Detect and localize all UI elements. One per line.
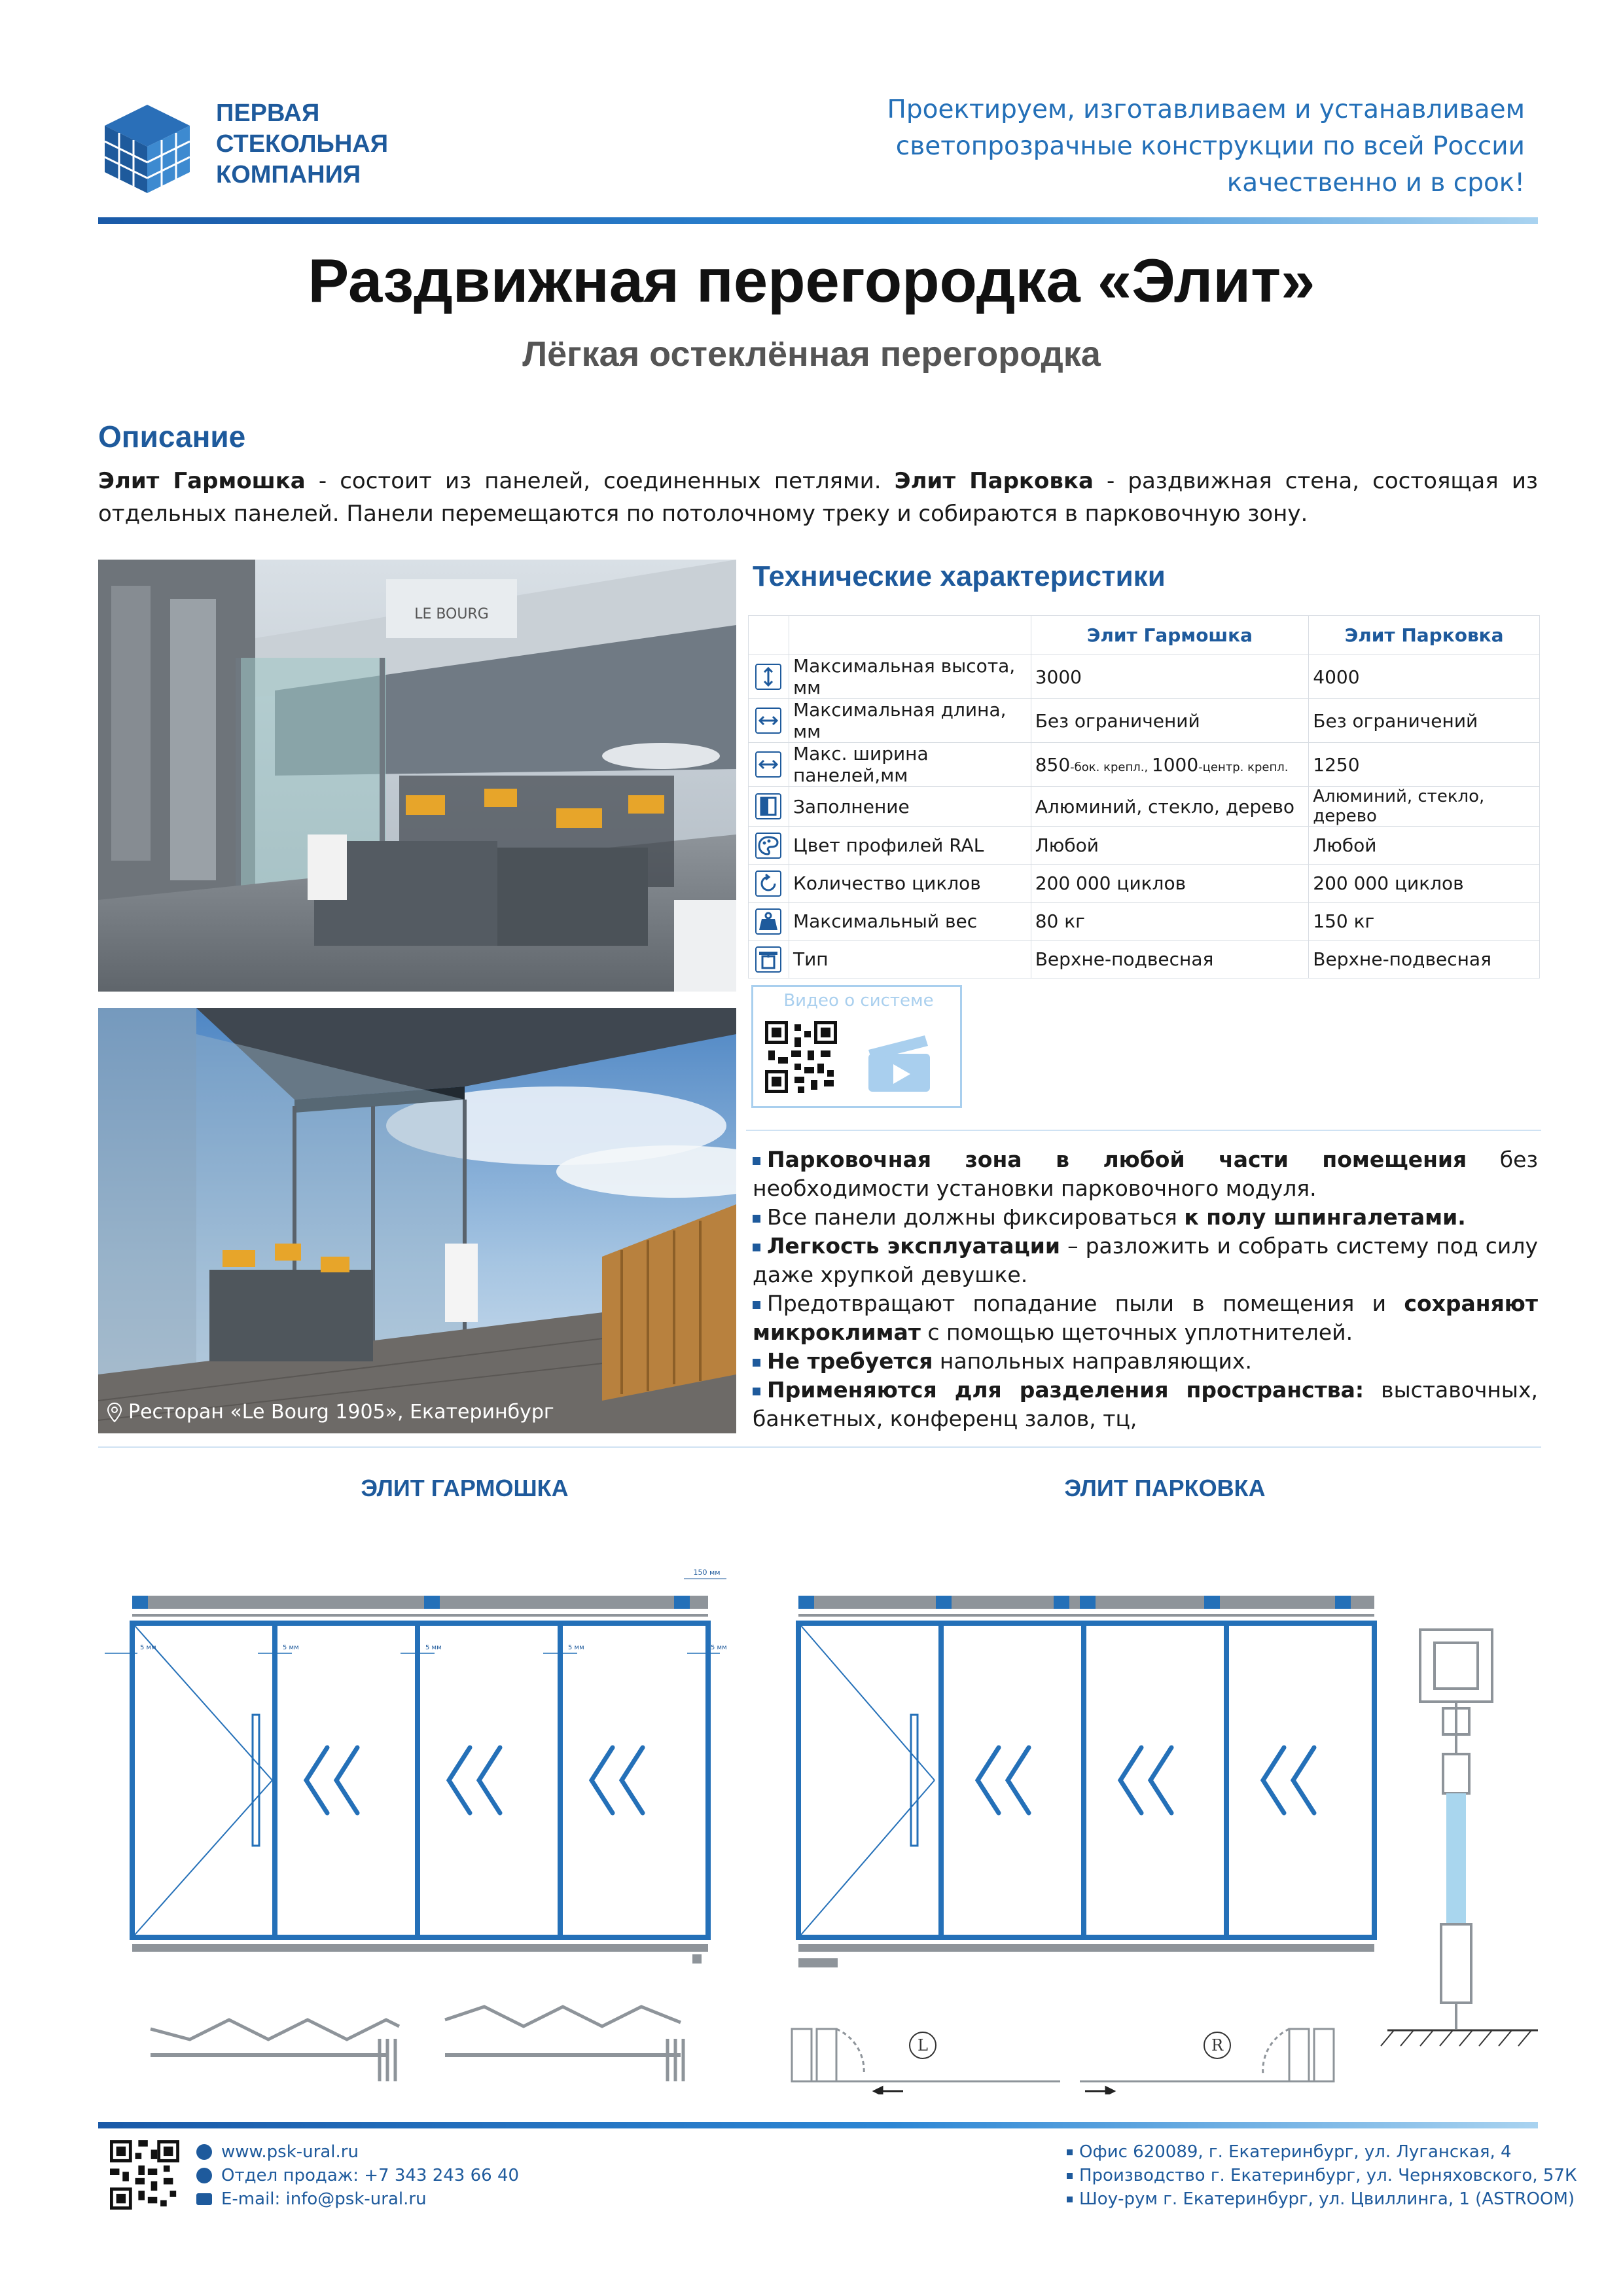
- cycle-icon: [755, 870, 781, 897]
- spec-value: Без ограничений: [1031, 699, 1309, 743]
- footer-qr-code-icon: [110, 2140, 179, 2210]
- feature-text: без необходимости установки парковочного модуля.: [753, 1147, 1538, 1201]
- dimension-label: 150 мм: [693, 1568, 721, 1577]
- spec-value: 150 кг: [1309, 903, 1540, 941]
- gap-label: 5 мм: [283, 1644, 299, 1651]
- diagram-title-garmoshka: ЭЛИТ ГАРМОШКА: [361, 1475, 569, 1501]
- spec-value: Верхне-подвесная: [1309, 941, 1540, 978]
- list-item: [753, 1203, 1538, 1232]
- specs-column-header: Элит Парковка: [1309, 616, 1540, 655]
- feature-emphasis: Не требуется: [767, 1348, 933, 1374]
- footer-phone[interactable]: [196, 2164, 519, 2187]
- section-divider: [98, 1446, 1541, 1448]
- page-title: Раздвижная перегородка «Элит»: [308, 246, 1315, 315]
- list-item: [753, 1289, 1538, 1347]
- feature-emphasis: Легкость эксплуатации: [767, 1233, 1061, 1259]
- table-row: [749, 699, 1540, 743]
- specs-table: [748, 615, 1540, 978]
- feature-emphasis: Применяются для разделения пространства:: [767, 1377, 1364, 1403]
- spec-label: Максимальная длина, мм: [789, 699, 1031, 743]
- spec-value: 200 000 циклов: [1031, 865, 1309, 903]
- spec-label: Тип: [789, 941, 1031, 978]
- address-item: [1067, 2187, 1577, 2211]
- tagline-line: светопрозрачные конструкции по всей России: [895, 132, 1525, 161]
- spec-value: 4000: [1309, 655, 1540, 699]
- feature-emphasis: к полу шпингалетами.: [1184, 1204, 1466, 1230]
- address-text: Шоу-рум г. Екатеринбург, ул. Цвиллинга, 1 (ASTROOM): [1079, 2189, 1575, 2209]
- specs-header-row: [749, 616, 1540, 655]
- spec-value-note: -центр. крепл.: [1198, 760, 1289, 774]
- specs-column-header: Элит Гармошка: [1031, 616, 1309, 655]
- spec-label: Количество циклов: [789, 865, 1031, 903]
- feature-text: напольных направляющих.: [933, 1348, 1252, 1374]
- spec-value: Верхне-подвесная: [1031, 941, 1309, 978]
- spec-value-note: -бок. крепл.,: [1070, 760, 1152, 774]
- photo-caption: [107, 1401, 554, 1424]
- tagline-line: качественно и в срок!: [1226, 168, 1525, 198]
- company-name-line: КОМПАНИЯ: [216, 161, 361, 188]
- company-name-line: ПЕРВАЯ: [216, 99, 320, 127]
- table-row: [749, 787, 1540, 827]
- fill-icon: [755, 793, 781, 819]
- list-item: [753, 1347, 1538, 1376]
- header-divider: [98, 217, 1538, 224]
- spec-value: [1031, 743, 1309, 787]
- footer-divider: [98, 2122, 1538, 2128]
- list-item: [753, 1145, 1538, 1203]
- gap-label: 5 мм: [711, 1644, 726, 1651]
- spec-value: Любой: [1309, 827, 1540, 865]
- spec-label: Максимальная высота, мм: [789, 655, 1031, 699]
- gap-label: 5 мм: [425, 1644, 442, 1651]
- photo-sign-text: LE BOURG: [414, 606, 489, 622]
- weight-icon: [755, 908, 781, 935]
- video-label: Видео о системе: [783, 991, 934, 1011]
- website-link[interactable]: www.psk-ural.ru: [221, 2142, 359, 2162]
- spec-value: 1250: [1309, 743, 1540, 787]
- feature-emphasis: сохраняют микроклимат: [753, 1291, 1538, 1345]
- video-link[interactable]: [751, 985, 962, 1108]
- description-fragment: - состоит из панелей, соединенных петлями.: [305, 468, 895, 494]
- company-logo-icon: [98, 98, 196, 196]
- tagline-line: Проектируем, изготавливаем и устанавливаем: [887, 95, 1525, 124]
- table-row: [749, 743, 1540, 787]
- phone-text[interactable]: Отдел продаж: +7 343 243 66 40: [221, 2166, 520, 2185]
- list-item: [753, 1232, 1538, 1289]
- spec-label: Цвет профилей RAL: [789, 827, 1031, 865]
- table-row: [749, 903, 1540, 941]
- address-item: [1067, 2140, 1577, 2164]
- spec-value: Без ограничений: [1309, 699, 1540, 743]
- list-item: [753, 1376, 1538, 1433]
- feature-emphasis: Парковочная зона в любой части помещения: [767, 1147, 1467, 1172]
- length-icon: [755, 708, 781, 734]
- description-heading: Описание: [98, 420, 246, 454]
- footer-contacts: [196, 2140, 519, 2211]
- phone-icon: [196, 2168, 212, 2183]
- footer-email[interactable]: [196, 2187, 519, 2211]
- email-text[interactable]: E-mail: info@psk-ural.ru: [221, 2189, 427, 2209]
- spec-label: Максимальный вес: [789, 903, 1031, 941]
- description-text: [98, 465, 1538, 530]
- spec-value: 80 кг: [1031, 903, 1309, 941]
- feature-text: с помощью щеточных уплотнителей.: [920, 1319, 1353, 1345]
- section-divider: [746, 1130, 1541, 1131]
- spec-value-part: 1000: [1151, 753, 1199, 776]
- spec-value: 200 000 циклов: [1309, 865, 1540, 903]
- address-text: Производство г. Екатеринбург, ул. Черняховского, 57К: [1079, 2166, 1577, 2185]
- spec-value: 3000: [1031, 655, 1309, 699]
- specs-heading: Технические характеристики: [753, 560, 1166, 592]
- diagram-title-parkovka: ЭЛИТ ПАРКОВКА: [1064, 1475, 1266, 1501]
- spec-label: Макс. ширина панелей,мм: [789, 743, 1031, 787]
- feature-text: Все панели должны фиксироваться: [767, 1204, 1185, 1230]
- location-pin-icon: [107, 1403, 122, 1422]
- feature-list: [753, 1145, 1538, 1433]
- video-clapper-icon: [863, 1030, 935, 1096]
- table-row: [749, 827, 1540, 865]
- table-row: [749, 865, 1540, 903]
- globe-icon: [196, 2144, 212, 2160]
- product-name: Элит Гармошка: [98, 468, 306, 494]
- gap-label: 5 мм: [568, 1644, 584, 1651]
- company-name-line: СТЕКОЛЬНАЯ: [216, 130, 389, 158]
- footer-site[interactable]: [196, 2140, 519, 2164]
- feature-text: Предотвращают попадание пыли в помещения и: [767, 1291, 1404, 1316]
- spec-value: Алюминий, стекло, дерево: [1031, 787, 1309, 827]
- spec-value: Алюминий, стекло, дерево: [1309, 787, 1540, 827]
- table-row: [749, 941, 1540, 978]
- gap-label: 5 мм: [140, 1644, 156, 1651]
- mail-icon: [196, 2193, 212, 2205]
- product-name: Элит Парковка: [894, 468, 1094, 494]
- parkovka-drawing: [766, 1558, 1544, 2094]
- spec-value: Любой: [1031, 827, 1309, 865]
- direction-marker: L: [918, 2036, 928, 2054]
- tagline: [805, 92, 1525, 202]
- address-text: Офис 620089, г. Екатеринбург, ул. Луганская, 4: [1079, 2142, 1512, 2162]
- footer-addresses: [1067, 2140, 1577, 2211]
- garmoshka-drawing: [98, 1558, 726, 2081]
- palette-icon: [755, 833, 781, 859]
- type-icon: [755, 946, 781, 973]
- company-name: [216, 98, 425, 190]
- direction-marker: R: [1211, 2036, 1224, 2054]
- height-icon: [755, 664, 781, 690]
- width-icon: [755, 751, 781, 778]
- photo-caption-text: Ресторан «Le Bourg 1905», Екатеринбург: [128, 1401, 554, 1424]
- restaurant-photo-terrace: [98, 1008, 736, 1433]
- description-fragment: - раздвижная стена, состоящая из отдельных панелей. Панели перемещаются по потолочному треку и собираются в парковочную зону.: [98, 468, 1539, 527]
- table-row: [749, 655, 1540, 699]
- feature-text: выставочных, банкетных, конференц залов, тц,: [753, 1377, 1538, 1431]
- restaurant-photo-interior: [98, 560, 736, 992]
- qr-code-icon: [765, 1021, 837, 1093]
- page-subtitle: Лёгкая остеклённая перегородка: [522, 334, 1101, 374]
- address-item: [1067, 2164, 1577, 2187]
- spec-value-part: 850: [1035, 753, 1071, 776]
- feature-text: – разложить и собрать систему под силу даже хрупкой девушке.: [753, 1233, 1538, 1287]
- spec-label: Заполнение: [789, 787, 1031, 827]
